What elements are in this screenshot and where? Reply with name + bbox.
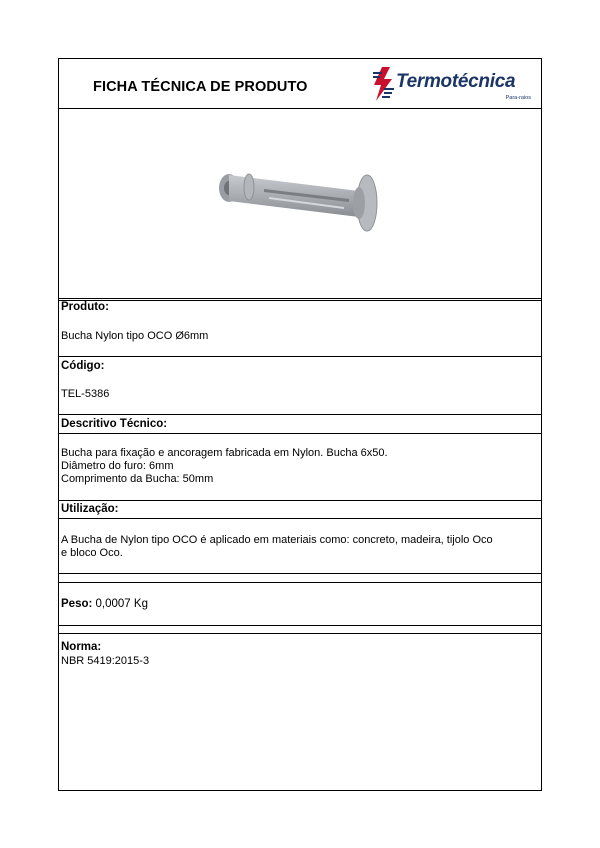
norma-top-divider — [59, 633, 541, 634]
codigo-label: Código: — [61, 360, 105, 372]
norma-label: Norma: — [61, 641, 102, 653]
peso-value: 0,0007 Kg — [95, 598, 148, 610]
peso-row — [61, 598, 148, 611]
utilizacao-line-1: A Bucha de Nylon tipo OCO é aplicado em materiais como: concreto, madeira, tijolo Oco — [61, 534, 493, 546]
peso-divider — [59, 625, 541, 626]
image-divider — [59, 298, 541, 299]
produto-divider — [59, 356, 541, 357]
logo-subtitle: Para-raios — [505, 95, 531, 101]
produto-label: Produto: — [61, 301, 109, 313]
descritivo-divider — [59, 500, 541, 501]
descritivo-line-2: Diâmetro do furo: 6mm — [61, 460, 174, 472]
descritivo-label-underline — [59, 433, 541, 434]
header-divider — [59, 108, 541, 109]
codigo-value: TEL-5386 — [61, 388, 110, 400]
descritivo-line-3: Comprimento da Bucha: 50mm — [61, 473, 214, 485]
page-title: FICHA TÉCNICA DE PRODUTO — [93, 79, 308, 95]
descritivo-label: Descritivo Técnico: — [61, 418, 168, 430]
peso-top-divider — [59, 582, 541, 583]
product-image — [209, 169, 389, 233]
descritivo-line-1: Bucha para fixação e ancoragem fabricada em Nylon. Bucha 6x50. — [61, 447, 388, 459]
company-logo — [370, 65, 536, 105]
peso-label: Peso: — [61, 598, 93, 610]
utilizacao-label: Utilização: — [61, 503, 119, 515]
norma-value: NBR 5419:2015-3 — [61, 655, 150, 667]
utilizacao-line-2: e bloco Oco. — [61, 547, 123, 559]
logo-name: Termotécnica — [396, 71, 516, 92]
utilizacao-divider — [59, 573, 541, 574]
lightning-logo-icon — [370, 65, 396, 105]
produto-value: Bucha Nylon tipo OCO Ø6mm — [61, 330, 209, 342]
codigo-divider — [59, 414, 541, 415]
product-sheet — [58, 58, 542, 791]
utilizacao-label-underline — [59, 518, 541, 519]
